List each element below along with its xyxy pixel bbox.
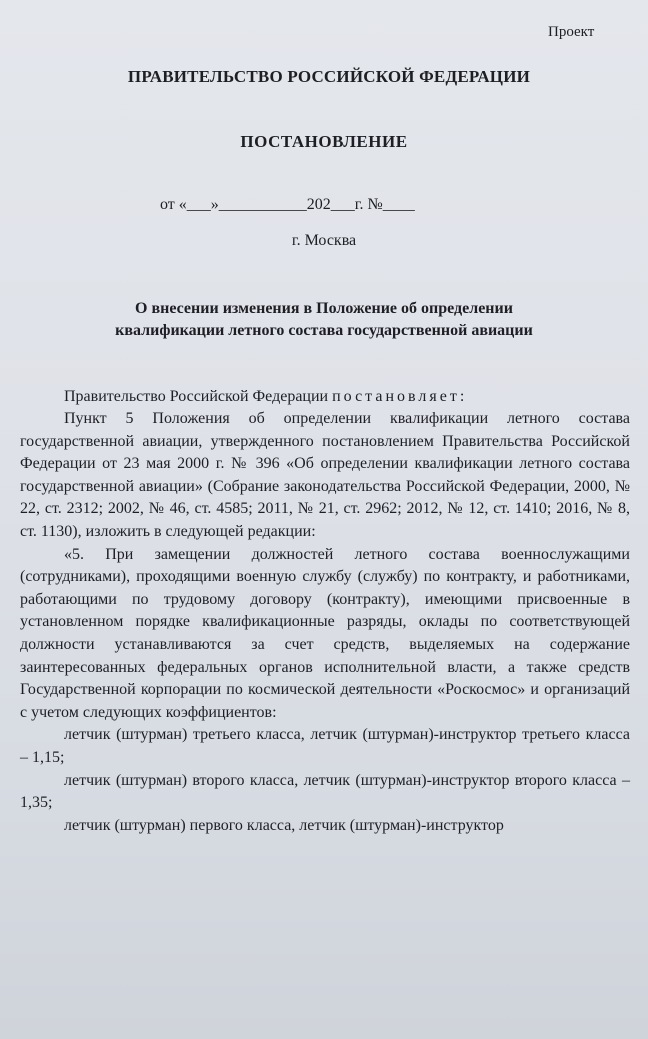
document-subject bbox=[0, 298, 648, 342]
coefficient-second-class: летчик (штурман) второго класса, летчик (штурман)-инструктор второго класса – 1,35; bbox=[20, 771, 630, 812]
draft-label: Проект bbox=[548, 24, 595, 40]
city: г. Москва bbox=[291, 232, 357, 249]
document-body bbox=[64, 386, 632, 409]
document-type: ПОСТАНОВЛЕНИЕ bbox=[240, 132, 408, 151]
coefficient-first-class: летчик (штурман) первого класса, летчик (штурман)-инструктор bbox=[64, 816, 504, 834]
intro-verb: постановляет bbox=[332, 388, 460, 405]
government-title: ПРАВИТЕЛЬСТВО РОССИЙСКОЙ ФЕДЕРАЦИИ bbox=[127, 67, 531, 86]
subject-line-1: О внесении изменения в Положение об определении bbox=[135, 300, 513, 317]
paragraph-1: Пункт 5 Положения об определении квалификации летного состава государственной авиации, утвержденного постановлением Правительства Российской Федерации от 23 мая 2000 г. № 396 «Об определении квалификации летного состава государственной авиации» (Собрание законодательства Российской Федерации, 2000, № 22, ст. 2312; 2002, № 46, ст. 4585; 2011, № 21, ст. 2962; 2012, № 12, ст. 1410; 2016, № 8, ст. 1130), изложить в следующей редакции: bbox=[20, 410, 630, 540]
body-paragraphs bbox=[20, 408, 630, 837]
intro-suffix: : bbox=[459, 388, 465, 405]
paragraph-2: «5. При замещении должностей летного состава военнослужащими (сотрудниками), проходящими военную службу (службу) по контракту, и работниками, работающими по трудовому договору (контракту), имеющими присвоенные в установленном порядке квалификационные разряды, оклады по соответствующей должности устанавливаются за счет средств, выделяемых на содержание заинтересованных федеральных органов исполнительной власти, а также средств Государственной корпорации по космической деятельности «Роскосмос» и организаций с учетом следующих коэффициентов: bbox=[20, 545, 630, 721]
subject-line-2: квалификации летного состава государственной авиации bbox=[115, 322, 533, 339]
intro-paragraph bbox=[64, 386, 632, 409]
intro-prefix: Правительство Российской Федерации bbox=[64, 388, 333, 405]
date-number-line: от «___»___________202___г. №____ bbox=[160, 196, 415, 213]
coefficient-third-class: летчик (штурман) третьего класса, летчик (штурман)-инструктор третьего класса – 1,15; bbox=[20, 726, 630, 766]
